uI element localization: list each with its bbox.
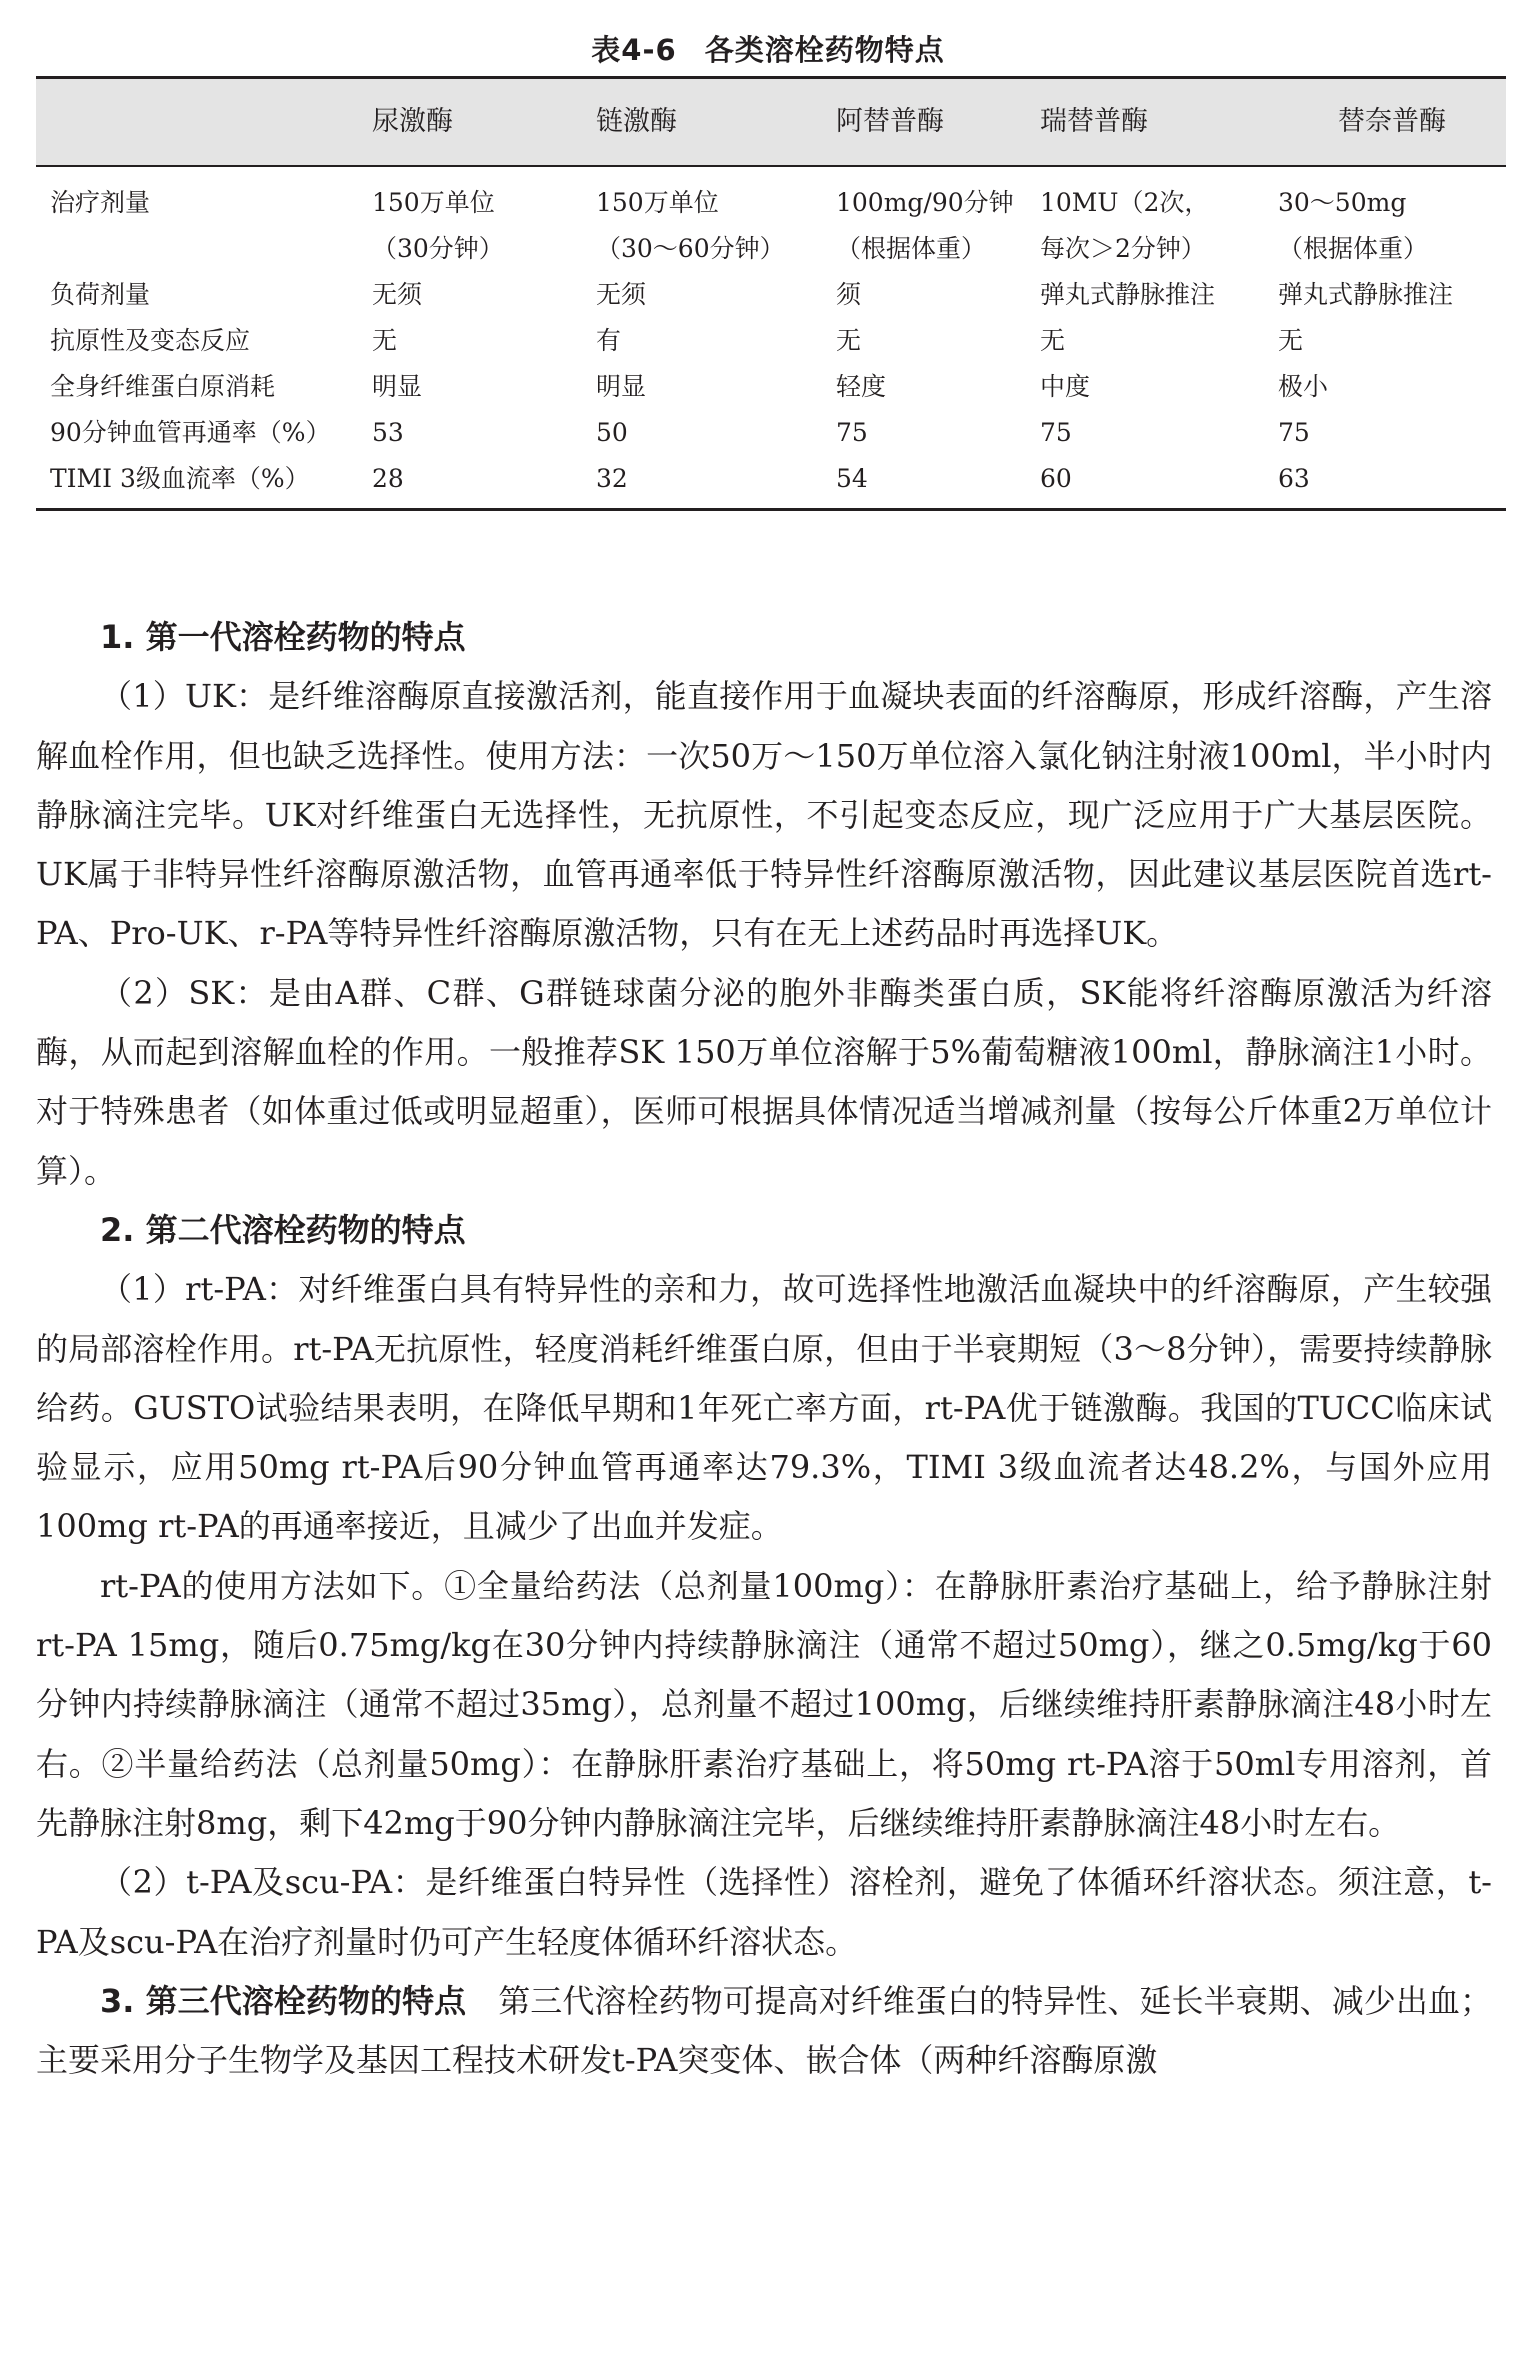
table-cell-tenecteplase — [1278, 456, 1506, 510]
thrombolytic-drug-table — [36, 76, 1506, 511]
table-cell-alteplase — [836, 364, 1040, 410]
table-cell-row-label — [36, 456, 372, 510]
header-cell-reteplase: 瑞替普酶 — [1040, 78, 1278, 167]
table-cell-row-label — [36, 410, 372, 456]
body-text — [36, 608, 1492, 2090]
table-cell-reteplase — [1040, 364, 1278, 410]
cell-line: 150万单位 — [372, 188, 495, 217]
table-cell-alteplase — [836, 456, 1040, 510]
cell-line: 无须 — [596, 280, 647, 309]
paragraph-rt-pa-usage: rt-PA的使用方法如下。①全量给药法（总剂量100mg）：在静脉肝素治疗基础上，给予静脉注射rt-PA 15mg，随后0.75mg/kg在30分钟内持续静脉滴注（通常不超过50mg），继之0.5mg/kg于60分钟内持续静脉滴注（通常不超过35mg），总剂量不超过100mg，后继续维持肝素静脉滴注48小时左右。②半量给药法（总剂量50mg）：在静脉肝素治疗基础上，将50mg rt-PA溶于50ml专用溶剂，首先静脉注射8mg，剩下42mg于90分钟内静脉滴注完毕，后继续维持肝素静脉滴注48小时左右。 — [36, 1566, 1492, 1842]
cell-line: 无 — [1278, 326, 1304, 355]
table-cell-urokinase — [372, 410, 596, 456]
table-cell-tenecteplase — [1278, 410, 1506, 456]
cell-line: 75 — [836, 418, 868, 447]
table-cell-row-label — [36, 272, 372, 318]
table-cell-urokinase — [372, 364, 596, 410]
table-cell-reteplase — [1040, 456, 1278, 510]
table-cell-alteplase — [836, 272, 1040, 318]
table-cell-streptokinase — [596, 166, 836, 272]
cell-line: 63 — [1278, 464, 1310, 493]
paragraph-third-generation — [36, 1972, 1492, 2091]
table-cell-streptokinase — [596, 456, 836, 510]
paragraph-sk: （2）SK：是由A群、C群、G群链球菌分泌的胞外非酶类蛋白质，SK能将纤溶酶原激活为纤溶酶，从而起到溶解血栓的作用。一般推荐SK 150万单位溶解于5%葡萄糖液100ml，静脉滴注1小时。对于特殊患者（如体重过低或明显超重），医师可根据具体情况适当增减剂量（按每公斤体重2万单位计算）。 — [36, 973, 1492, 1190]
cell-line: 中度 — [1040, 372, 1091, 401]
cell-line: 50 — [596, 418, 628, 447]
cell-line: 10MU（2次， — [1040, 188, 1210, 217]
cell-line: 54 — [836, 464, 868, 493]
cell-line: 弹丸式静脉推注 — [1278, 280, 1454, 309]
cell-line: （根据体重） — [836, 234, 987, 263]
paragraph-uk: （1）UK：是纤维溶酶原直接激活剂，能直接作用于血凝块表面的纤溶酶原，形成纤溶酶，产生溶解血栓作用，但也缺乏选择性。使用方法：一次50万～150万单位溶入氯化钠注射液100ml，半小时内静脉滴注完毕。UK对纤维蛋白无选择性，无抗原性，不引起变态反应，现广泛应用于广大基层医院。UK属于非特异性纤溶酶原激活物，血管再通率低于特异性纤溶酶原激活物，因此建议基层医院首选rt-PA、Pro-UK、r-PA等特异性纤溶酶原激活物，只有在无上述药品时再选择UK。 — [36, 677, 1492, 953]
table-cell-alteplase — [836, 318, 1040, 364]
cell-line: 100mg/90分钟 — [836, 188, 1014, 217]
cell-line: （30分钟） — [372, 234, 504, 263]
section-heading-third-generation: 3. 第三代溶栓药物的特点 — [100, 1981, 467, 2020]
table-row — [36, 410, 1506, 456]
table-cell-tenecteplase — [1278, 318, 1506, 364]
paragraph-rt-pa: （1）rt-PA：对纤维蛋白具有特异性的亲和力，故可选择性地激活血凝块中的纤溶酶原，产生较强的局部溶栓作用。rt-PA无抗原性，轻度消耗纤维蛋白原，但由于半衰期短（3～8分钟），需要持续静脉给药。GUSTO试验结果表明，在降低早期和1年死亡率方面，rt-PA优于链激酶。我国的TUCC临床试验显示，应用50mg rt-PA后90分钟血管再通率达79.3%，TIMI 3级血流者达48.2%，与国外应用100mg rt-PA的再通率接近，且减少了出血并发症。 — [36, 1270, 1492, 1546]
cell-line: 30～50mg — [1278, 188, 1407, 217]
table-cell-streptokinase — [596, 318, 836, 364]
table-cell-alteplase — [836, 166, 1040, 272]
cell-line: （30～60分钟） — [596, 234, 785, 263]
section-heading-first-generation: 1. 第一代溶栓药物的特点 — [100, 618, 466, 656]
paragraph-t-pa-scu-pa: （2）t-PA及scu-PA：是纤维蛋白特异性（选择性）溶栓剂，避免了体循环纤溶状态。须注意，t-PA及scu-PA在治疗剂量时仍可产生轻度体循环纤溶状态。 — [36, 1863, 1492, 1961]
cell-line: 轻度 — [836, 372, 887, 401]
cell-line: 明显 — [596, 372, 647, 401]
header-cell-tenecteplase: 替奈普酶 — [1278, 78, 1506, 167]
cell-line: 每次＞2分钟） — [1040, 234, 1206, 263]
cell-line: 须 — [836, 280, 862, 309]
header-cell-label — [36, 78, 372, 167]
table-header-row — [36, 78, 1506, 167]
cell-line: 明显 — [372, 372, 423, 401]
table-row — [36, 272, 1506, 318]
section-heading-second-generation: 2. 第二代溶栓药物的特点 — [100, 1210, 466, 1249]
table-row — [36, 364, 1506, 410]
cell-line: 无须 — [372, 280, 423, 309]
table-body — [36, 166, 1506, 510]
cell-line: 150万单位 — [596, 188, 719, 217]
table-cell-tenecteplase — [1278, 272, 1506, 318]
cell-line: 无 — [1040, 326, 1066, 355]
table-cell-reteplase — [1040, 166, 1278, 272]
cell-line: 抗原性及变态反应 — [50, 326, 251, 355]
table-cell-tenecteplase — [1278, 166, 1506, 272]
table-caption — [0, 28, 1536, 69]
cell-line: TIMI 3级血流率（%） — [50, 464, 310, 493]
table-cell-urokinase — [372, 272, 596, 318]
table-cell-row-label — [36, 364, 372, 410]
table-cell-reteplase — [1040, 272, 1278, 318]
header-cell-urokinase: 尿激酶 — [372, 78, 596, 167]
cell-line: 32 — [596, 464, 628, 493]
cell-line: 75 — [1278, 418, 1310, 447]
table-cell-urokinase — [372, 318, 596, 364]
table-cell-reteplase — [1040, 410, 1278, 456]
table-cell-row-label — [36, 166, 372, 272]
cell-line: 90分钟血管再通率（%） — [50, 418, 331, 447]
table-title: 各类溶栓药物特点 — [704, 33, 945, 67]
table-row — [36, 456, 1506, 510]
table-cell-alteplase — [836, 410, 1040, 456]
table-number: 表4-6 — [591, 33, 677, 67]
third-generation-text: 第三代溶栓药物可提高对纤维蛋白的特异性、延长半衰期、减少出血；主要采用分子生物学及基因工程技术研发t-PA突变体、嵌合体（两种纤溶酶原激 — [36, 1981, 1492, 2080]
table-row — [36, 318, 1506, 364]
cell-line: 无 — [836, 326, 862, 355]
cell-line: 全身纤维蛋白原消耗 — [50, 372, 276, 401]
header-cell-streptokinase: 链激酶 — [596, 78, 836, 167]
header-cell-alteplase: 阿替普酶 — [836, 78, 1040, 167]
table-cell-reteplase — [1040, 318, 1278, 364]
cell-line: 极小 — [1278, 372, 1329, 401]
table-cell-urokinase — [372, 166, 596, 272]
cell-line: （根据体重） — [1278, 234, 1429, 263]
cell-line: 治疗剂量 — [50, 188, 151, 217]
table-cell-urokinase — [372, 456, 596, 510]
table-cell-tenecteplase — [1278, 364, 1506, 410]
table-cell-streptokinase — [596, 410, 836, 456]
table-row — [36, 166, 1506, 272]
cell-line: 53 — [372, 418, 404, 447]
cell-line: 28 — [372, 464, 404, 493]
cell-line: 60 — [1040, 464, 1072, 493]
table-cell-streptokinase — [596, 272, 836, 318]
cell-line: 有 — [596, 326, 622, 355]
cell-line: 无 — [372, 326, 398, 355]
cell-line: 75 — [1040, 418, 1072, 447]
cell-line: 弹丸式静脉推注 — [1040, 280, 1216, 309]
table-cell-streptokinase — [596, 364, 836, 410]
cell-line: 负荷剂量 — [50, 280, 151, 309]
table-cell-row-label — [36, 318, 372, 364]
